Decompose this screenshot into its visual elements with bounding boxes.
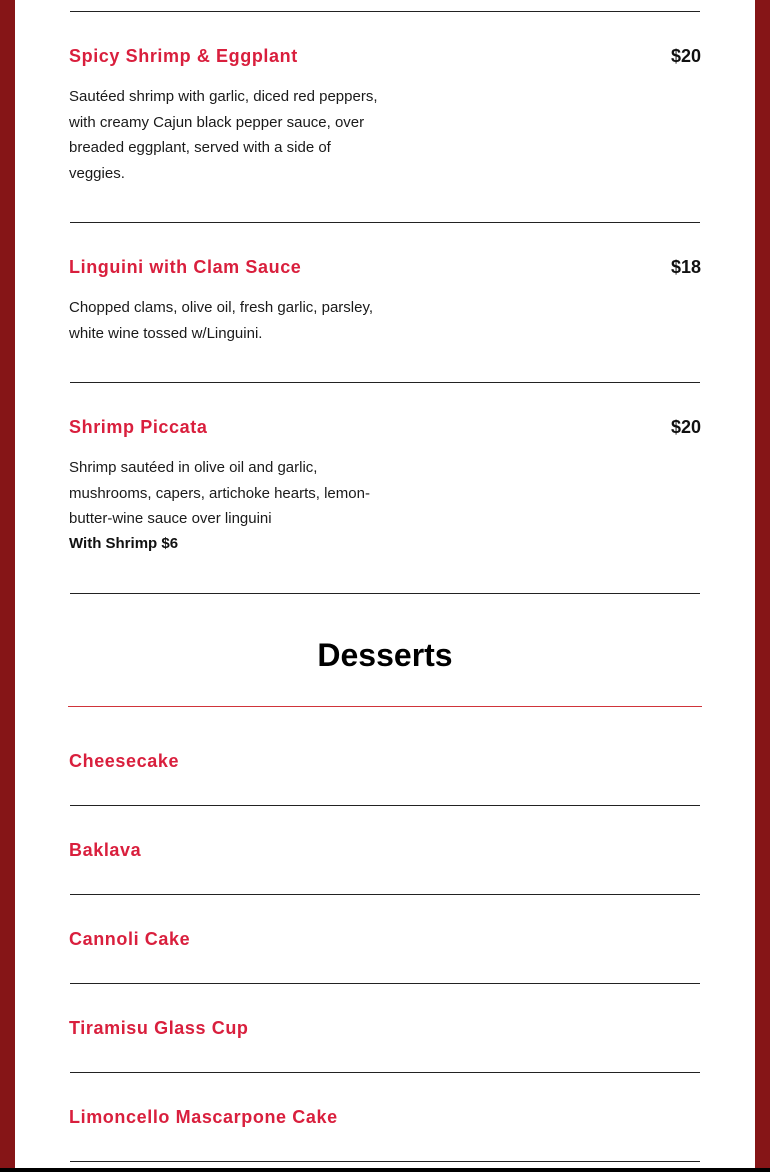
menu-item-price: $20: [670, 417, 701, 437]
menu-page: [15, 0, 755, 1168]
menu-item-name: Shrimp Piccata: [69, 417, 208, 437]
menu-item-price: $20: [670, 46, 701, 66]
item-divider: [70, 382, 700, 383]
item-divider: [70, 11, 700, 12]
menu-item-note: With Shrimp $6: [69, 535, 179, 552]
item-divider: [70, 894, 700, 895]
dessert-item-name: Limoncello Mascarpone Cake: [69, 1107, 338, 1127]
section-title-desserts: Desserts: [317, 637, 453, 673]
menu-item-name: Spicy Shrimp & Eggplant: [69, 46, 298, 66]
item-divider: [70, 1072, 700, 1073]
item-divider: [70, 1161, 700, 1162]
dessert-item-name: Tiramisu Glass Cup: [69, 1018, 249, 1038]
item-divider: [70, 593, 700, 594]
item-divider: [70, 805, 700, 806]
menu-item-description: Shrimp sautéed in olive oil and garlic, mushrooms, capers, artichoke hearts, lemon-butter-wine sauce over linguini: [69, 459, 370, 527]
item-divider: [70, 222, 700, 223]
dessert-item-name: Cheesecake: [69, 751, 180, 771]
menu-item-description: Sautéed shrimp with garlic, diced red peppers, with creamy Cajun black pepper sauce, over breaded eggplant, served with a side of veggies.: [69, 88, 378, 182]
menu-item-description: Chopped clams, olive oil, fresh garlic, parsley, white wine tossed w/Linguini.: [69, 299, 374, 342]
dessert-item-name: Baklava: [69, 840, 142, 860]
menu-item-price: $18: [670, 257, 701, 277]
menu-item-name: Linguini with Clam Sauce: [69, 257, 302, 277]
item-divider: [70, 983, 700, 984]
section-divider: [68, 706, 702, 707]
dessert-item-name: Cannoli Cake: [69, 929, 191, 949]
